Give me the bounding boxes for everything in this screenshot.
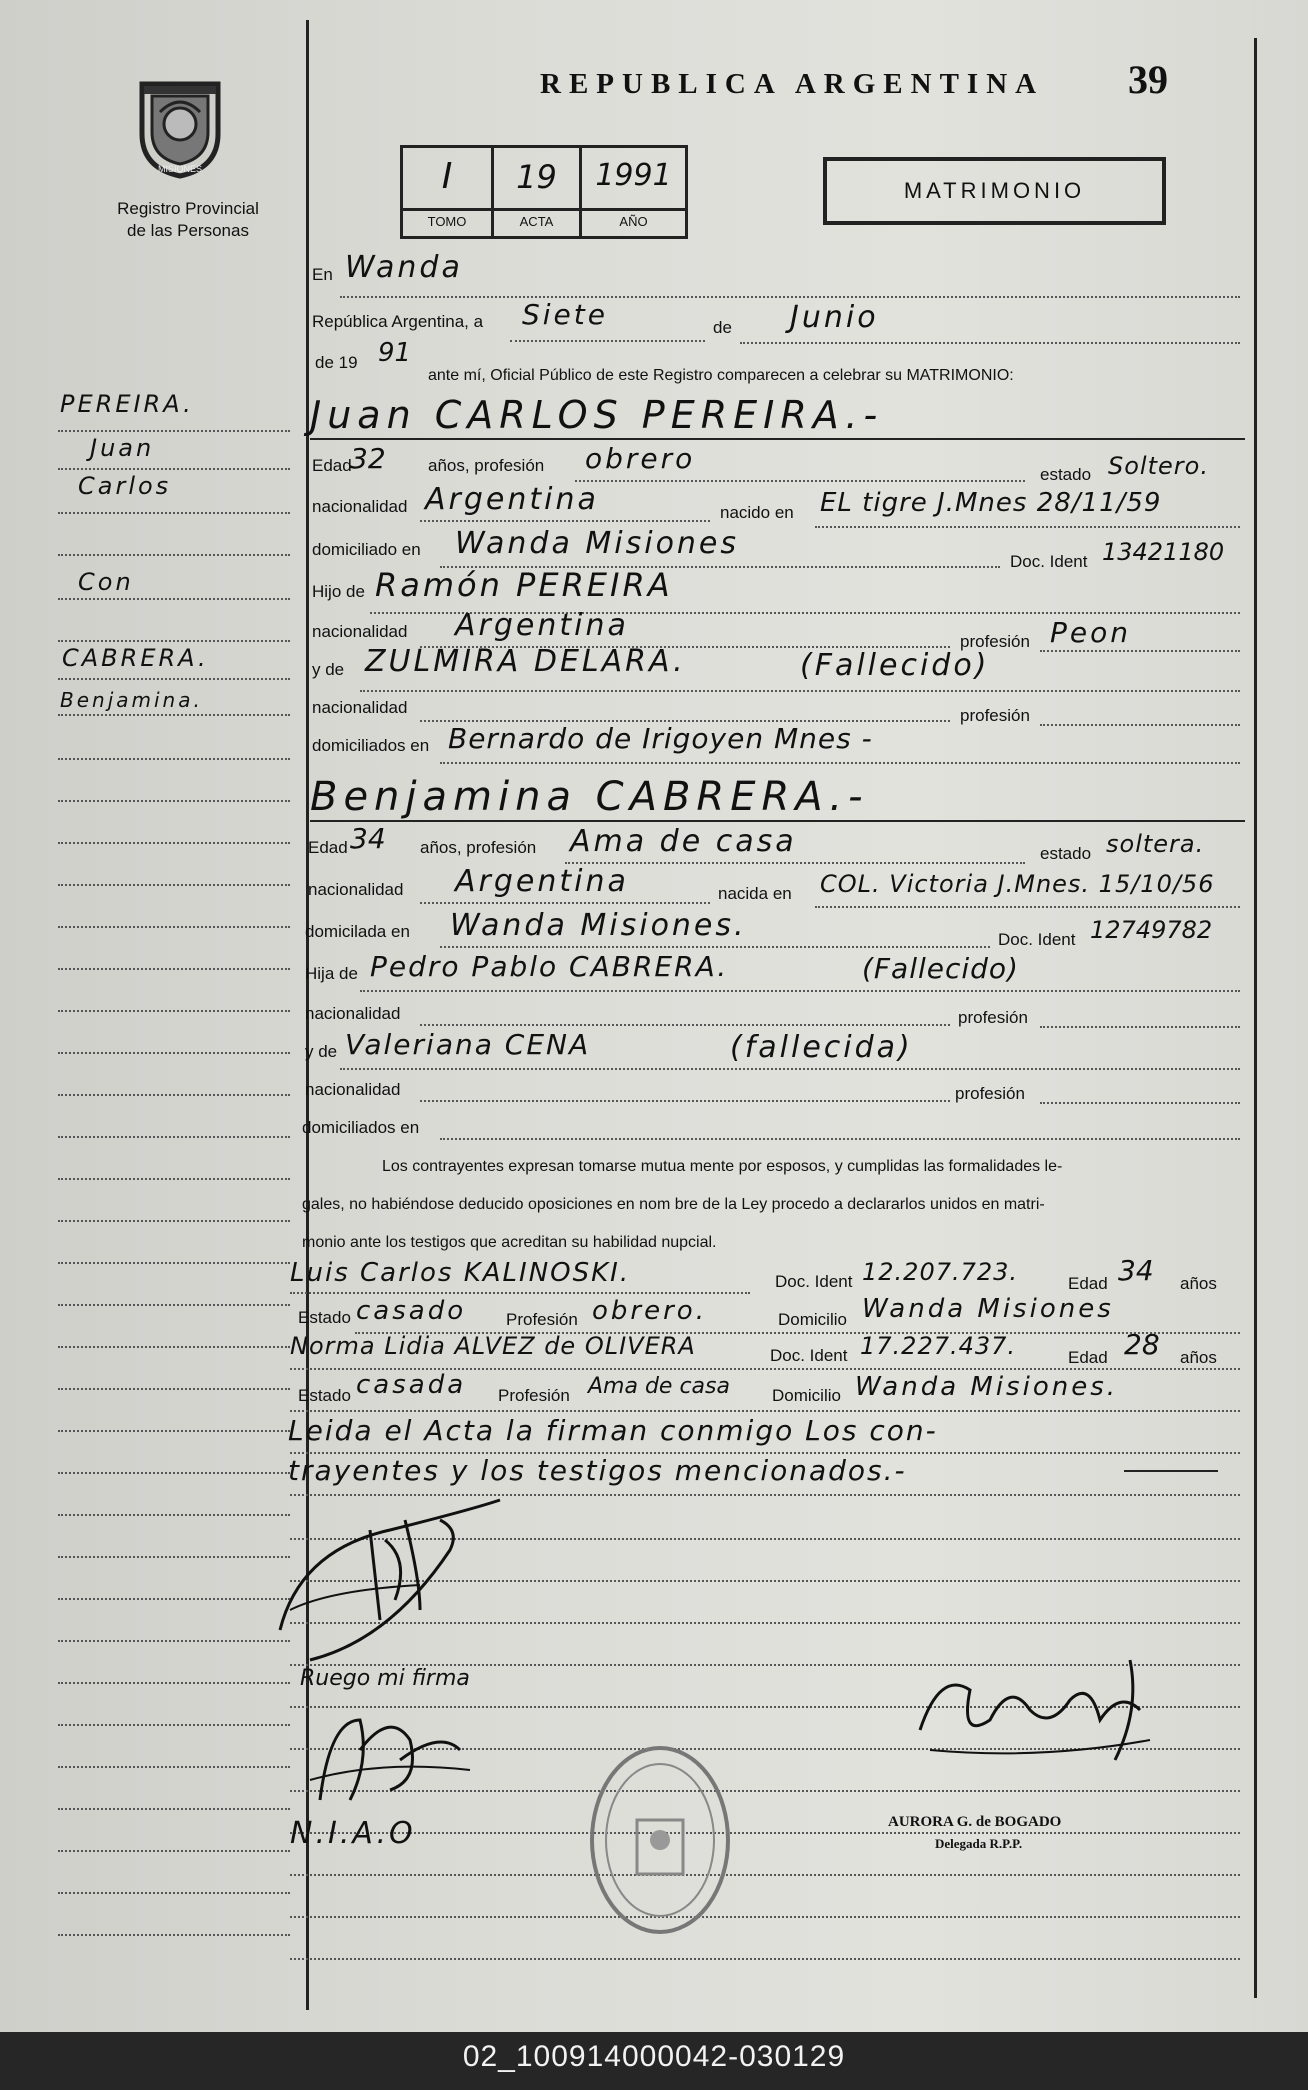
tomo-label: TOMO (427, 214, 467, 229)
groom-profession-label: años, profesión (428, 456, 545, 475)
bride-full-name: Benjamina CABRERA.- (310, 774, 869, 820)
groom-domicile-label: domiciliado en (312, 540, 421, 559)
witness-1-estado-label: Estado (298, 1308, 351, 1327)
groom-age-label: Edad (312, 456, 352, 475)
witness-1-dom-label: Domicilio (778, 1310, 847, 1329)
witness-2-doc-label: Doc. Ident (770, 1346, 848, 1365)
acta-label: ACTA (519, 214, 554, 229)
bride-father-nat-label: nacionalidad (305, 1004, 401, 1023)
groom-profession: obrero (585, 442, 696, 475)
acta-value: 19 (516, 158, 557, 196)
place-value: Wanda (345, 250, 463, 285)
page-number: 39 (1128, 57, 1168, 102)
anio-label: AÑO (619, 214, 648, 229)
declaration-line: gales, no habiéndose deducido oposiciones en nom bre de la Ley procedo a declararlos unidos en matri- (302, 1196, 1045, 1213)
bride-profession: Ama de casa (570, 824, 797, 859)
witness-2-dom: Wanda Misiones. (855, 1372, 1119, 1402)
bride-estado: soltera. (1106, 830, 1205, 858)
witness-1-prof-label: Profesión (506, 1310, 578, 1329)
groom-mother-prof-label: profesión (960, 706, 1030, 725)
witness-1-dom: Wanda Misiones (862, 1294, 1114, 1324)
bride-age-label: Edad (308, 838, 348, 857)
groom-estado: Soltero. (1108, 452, 1209, 480)
closing-line: Leida el Acta la firman conmigo Los con- (288, 1414, 938, 1447)
month-value: Junio (790, 300, 879, 335)
bride-born: COL. Victoria J.Mnes. 15/10/56 (820, 870, 1215, 898)
bride-mother-prof-label: profesión (955, 1084, 1025, 1103)
bride-mother-label: y de (305, 1042, 338, 1061)
bride-father-prof-label: profesión (958, 1008, 1028, 1027)
margin-note-line: Juan (90, 434, 155, 462)
groom-estado-label: estado (1040, 465, 1092, 484)
groom-father-nat: Argentina (455, 608, 629, 643)
en-label: En (312, 265, 333, 284)
bride-mother-nat-label: nacionalidad (305, 1080, 401, 1099)
witness-2-prof: Ama de casa (588, 1374, 730, 1399)
groom-age: 32 (350, 442, 386, 475)
witness-2-estado-label: Estado (298, 1386, 351, 1405)
bride-doc-label: Doc. Ident (998, 930, 1076, 949)
groom-father-prof-label: profesión (960, 632, 1030, 651)
witness-1-name: Luis Carlos KALINOSKI. (290, 1258, 631, 1288)
witness-1-doc-label: Doc. Ident (775, 1272, 853, 1291)
official-role: Delegada R.P.P. (935, 1836, 1023, 1851)
witness-1-age: 34 (1118, 1254, 1154, 1287)
groom-father-prof: Peon (1050, 616, 1131, 649)
margin-note-line: Con (78, 568, 134, 596)
margin-note-line: CABRERA. (62, 644, 209, 672)
bride-signature (300, 1700, 490, 1820)
witness-1-doc: 12.207.723. (862, 1258, 1019, 1286)
rogo-note: Ruego mi firma (300, 1666, 470, 1691)
groom-father-nat-label: nacionalidad (312, 622, 408, 641)
bride-domicile-label: domicilada en (305, 922, 410, 941)
witness-2-doc: 17.227.437. (860, 1332, 1017, 1360)
groom-father-label: Hijo de (312, 582, 365, 601)
witness-2-years-label: años (1180, 1348, 1217, 1367)
year-prefix: de 19 (315, 353, 358, 372)
initials: N.I.A.O (290, 1816, 416, 1851)
bride-father: Pedro Pablo CABRERA. (370, 950, 729, 983)
groom-father: Ramón PEREIRA (375, 566, 673, 604)
groom-signature (270, 1490, 530, 1680)
act-type-box: MATRIMONIO (823, 157, 1166, 225)
groom-mother-note: (Fallecido) (800, 648, 990, 683)
witness-2-prof-label: Profesión (498, 1386, 570, 1405)
year-suffix: 91 (378, 338, 412, 368)
groom-nationality-label: nacionalidad (312, 497, 408, 516)
image-code: 02_100914000042-030129 (462, 2040, 846, 2073)
country-title: REPUBLICA ARGENTINA (540, 68, 1045, 100)
bride-father-note: (Fallecido) (862, 952, 1019, 985)
registry-line-1: Registro Provincial (117, 199, 259, 218)
margin-note-line: PEREIRA. (60, 390, 194, 418)
groom-parents-dom-label: domiciliados en (312, 736, 430, 755)
witness-1-age-label: Edad (1068, 1274, 1108, 1293)
registry-line-2: de las Personas (127, 221, 249, 240)
witness-2-age: 28 (1124, 1328, 1160, 1361)
groom-full-name: Juan CARLOS PEREIRA.- (310, 393, 884, 437)
bride-domicile: Wanda Misiones. (450, 908, 747, 943)
declaration-line: monio ante los testigos que acreditan su habilidad nupcial. (302, 1234, 717, 1251)
groom-born-label: nacido en (720, 503, 794, 522)
bride-age: 34 (350, 822, 386, 855)
closing-line: trayentes y los testigos mencionados.- (288, 1454, 907, 1487)
day-value: Siete (522, 298, 608, 331)
bride-profession-label: años, profesión (420, 838, 537, 857)
de-label: de (713, 318, 732, 337)
groom-born: EL tigre J.Mnes 28/11/59 (820, 488, 1162, 518)
witness-2-dom-label: Domicilio (772, 1386, 841, 1405)
bride-mother-note: (fallecida) (730, 1030, 913, 1065)
official-seal-icon (585, 1740, 735, 1940)
seal-text: MISIONES (157, 164, 203, 174)
statement: ante mí, Oficial Público de este Registro comparecen a celebrar su MATRIMONIO: (428, 367, 1014, 384)
bride-mother: Valeriana CENA (345, 1028, 591, 1061)
right-rule (1254, 38, 1257, 1998)
official-signature (900, 1650, 1180, 1770)
official-name: AURORA G. de BOGADO (888, 1814, 1062, 1830)
provincial-seal-icon (130, 72, 230, 182)
groom-mother-label: y de (312, 660, 345, 679)
groom-doc-label: Doc. Ident (1010, 552, 1088, 571)
bride-father-label: Hija de (305, 964, 358, 983)
witness-2-age-label: Edad (1068, 1348, 1108, 1367)
witness-1-prof: obrero. (592, 1296, 707, 1326)
republic-label: República Argentina, a (312, 312, 484, 331)
groom-nationality: Argentina (425, 482, 599, 517)
bride-born-label: nacida en (718, 884, 792, 903)
declaration-line: Los contrayentes expresan tomarse mutua mente por esposos, y cumplidas las formalidades le- (382, 1158, 1063, 1175)
groom-mother-nat-label: nacionalidad (312, 698, 408, 717)
groom-parents-dom: Bernardo de Irigoyen Mnes - (448, 722, 873, 755)
groom-doc: 13421180 (1102, 538, 1225, 566)
bride-estado-label: estado (1040, 844, 1092, 863)
witness-2-name: Norma Lidia ALVEZ de OLIVERA (290, 1332, 696, 1360)
tomo-value: I (441, 156, 453, 197)
witness-2-estado: casada (356, 1370, 467, 1400)
witness-1-years-label: años (1180, 1274, 1217, 1293)
anio-value: 1991 (595, 158, 672, 193)
margin-note-line: Benjamina. (60, 688, 203, 712)
bride-nationality: Argentina (455, 864, 629, 899)
bride-parents-dom-label: domiciliados en (302, 1118, 420, 1137)
bride-doc: 12749782 (1090, 916, 1213, 944)
registry-name (88, 198, 288, 242)
tomo-acta-anio-box (400, 145, 688, 239)
bride-nationality-label: nacionalidad (308, 880, 404, 899)
groom-domicile: Wanda Misiones (455, 526, 740, 561)
margin-note-line: Carlos (78, 472, 172, 500)
groom-mother: ZULMIRA DELARA. (365, 644, 686, 679)
image-footer (0, 2032, 1308, 2090)
witness-1-estado: casado (356, 1296, 467, 1326)
